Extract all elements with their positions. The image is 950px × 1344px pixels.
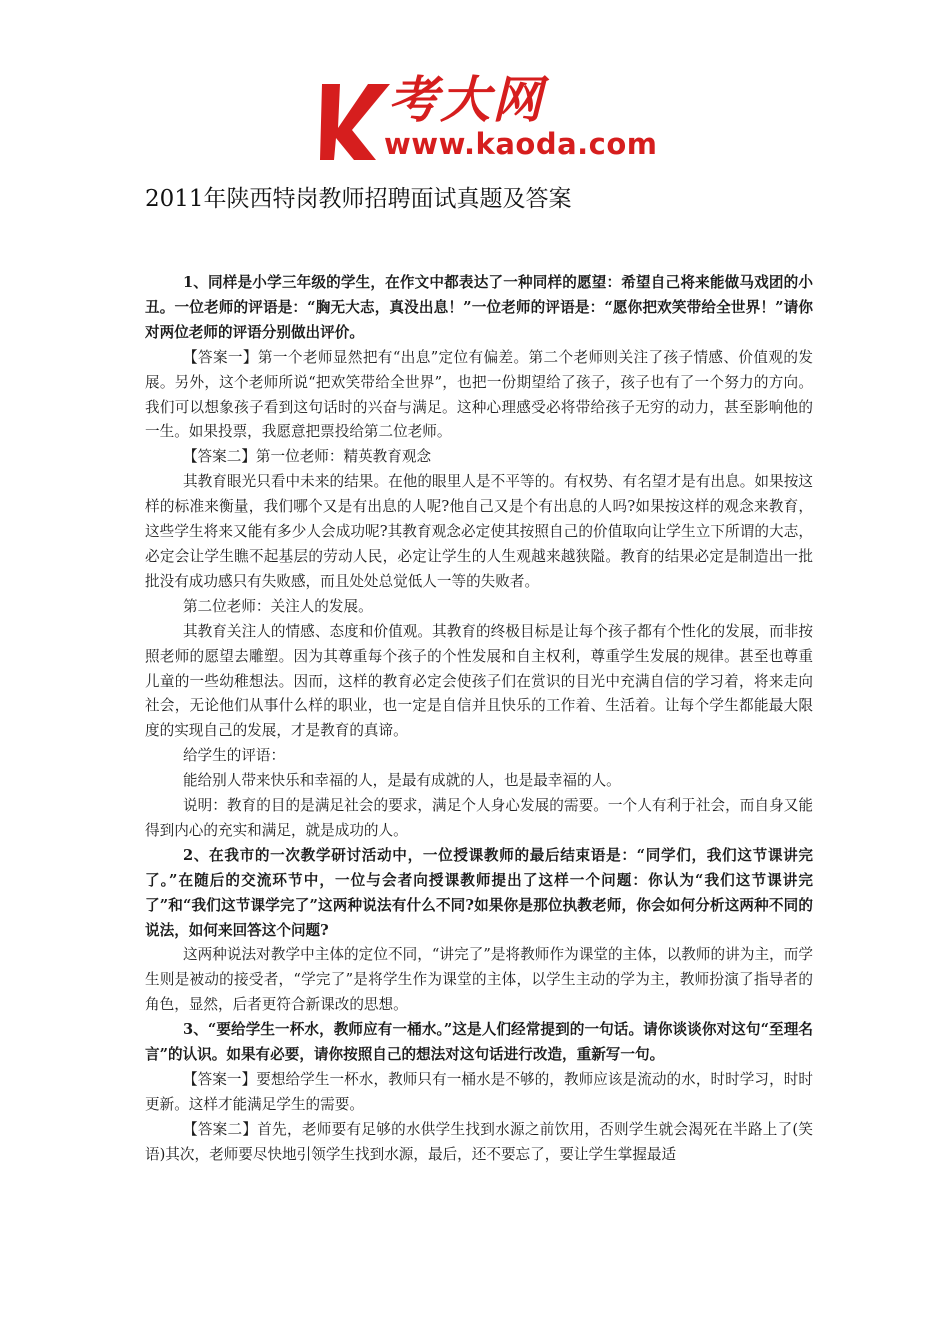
answer-paragraph: 【答案二】第一位老师：精英教育观念: [182, 448, 432, 466]
logo-k-icon: [318, 76, 392, 162]
answer-paragraph: 给学生的评语：: [182, 747, 286, 765]
answer-paragraph: 【答案一】要想给学生一杯水，教师只有一桶水是不够的，教师应该是流动的水，时时学习，时时更新。这样才能满足学生的需要。: [145, 1071, 813, 1113]
document-title: 2011年陕西特岗教师招聘面试真题及答案: [145, 186, 572, 212]
logo-brand-text: 考大网: [388, 71, 544, 129]
question-1: 1、同样是小学三年级的学生，在作文中都表达了一种同样的愿望：希望自己将来能做马戏团的小丑。一位老师的评语是：“胸无大志，真没出息！”一位老师的评语是：“愿你把欢笑带给全世界！”请你对两位老师的评语分别做出评价。: [145, 274, 813, 341]
answer-paragraph: 其教育关注人的情感、态度和价值观。其教育的终极目标是让每个孩子都有个性化的发展，而非按照老师的愿望去雕塑。因为其尊重每个孩子的个性发展和自主权利，尊重学生发展的规律。甚至也尊重儿童的一些幼稚想法。因而，这样的教育必定会使孩子们在赏识的目光中充满自信的学习着，将来走向社会，无论他们从事什么样的职业，也一定是自信并且快乐的工作着、生活着。让每个学生都能最大限度的实现自己的发展，才是教育的真谛。: [145, 622, 813, 740]
answer-paragraph: 这两种说法对教学中主体的定位不同，“讲完了”是将教师作为课堂的主体，以教师的讲为主，而学生则是被动的接受者，“学完了”是将学生作为课堂的主体，以学生主动的学为主，教师扮演了指导者的角色，显然，后者更符合新课改的思想。: [145, 946, 813, 1014]
answer-paragraph: 其教育眼光只看中未来的结果。在他的眼里人是不平等的。有权势、有名望才是有出息。如果按这样的标准来衡量，我们哪个又是有出息的人呢?他自己又是个有出息的人吗?如果按这样的观念来教育，这些学生将来又能有多少人会成功呢?其教育观念必定使其按照自己的价值取向让学生立下所谓的大志，必定会让学生瞧不起基层的劳动人民，必定让学生的人生观越来越狭隘。教育的结果必定是制造出一批批没有成功感只有失败感，而且处处总觉低人一等的失败者。: [145, 473, 813, 590]
question-3: 3、“要给学生一杯水，教师应有一桶水。”这是人们经常提到的一句话。请你谈谈你对这句“至理名言”的认识。如果有必要，请你按照自己的想法对这句话进行改造，重新写一句。: [145, 1021, 813, 1064]
answer-paragraph: 第二位老师：关注人的发展。: [182, 597, 373, 615]
question-2: 2、在我市的一次教学研讨活动中，一位授课教师的最后结束语是：“同学们，我们这节课讲完了。”在随后的交流环节中，一位与会者向授课教师提出了这样一个问题：你认为“我们这节课讲完了”和“我们这节课学完了”这两种说法有什么不同?如果你是那位执教老师，你会如何分析这两种不同的说法，如何来回答这个问题?: [145, 846, 813, 939]
answer-paragraph: 【答案二】首先，老师要有足够的水供学生找到水源之前饮用，否则学生就会渴死在半路上了(笑语)其次，老师要尽快地引领学生找到水源，最后，还不要忘了，要让学生掌握最适: [145, 1120, 813, 1163]
document-body: [145, 271, 813, 1168]
logo-url-text: www.kaoda.com: [384, 127, 658, 161]
answer-paragraph: 【答案一】第一个老师显然把有“出息”定位有偏差。第二个老师则关注了孩子情感、价值观的发展。另外，这个老师所说“把欢笑带给全世界”，也把一份期望给了孩子，孩子也有了一个努力的方向。我们可以想象孩子看到这句话时的兴奋与满足。这种心理感受必将带给孩子无穷的动力，甚至影响他的一生。如果投票，我愿意把票投给第二位老师。: [145, 348, 813, 441]
kaoda-logo: [318, 71, 658, 168]
answer-paragraph: 说明：教育的目的是满足社会的要求，满足个人身心发展的需要。一个人有利于社会，而自身又能得到内心的充实和满足，就是成功的人。: [145, 797, 813, 839]
answer-paragraph: 能给别人带来快乐和幸福的人，是最有成就的人，也是最幸福的人。: [182, 772, 621, 790]
